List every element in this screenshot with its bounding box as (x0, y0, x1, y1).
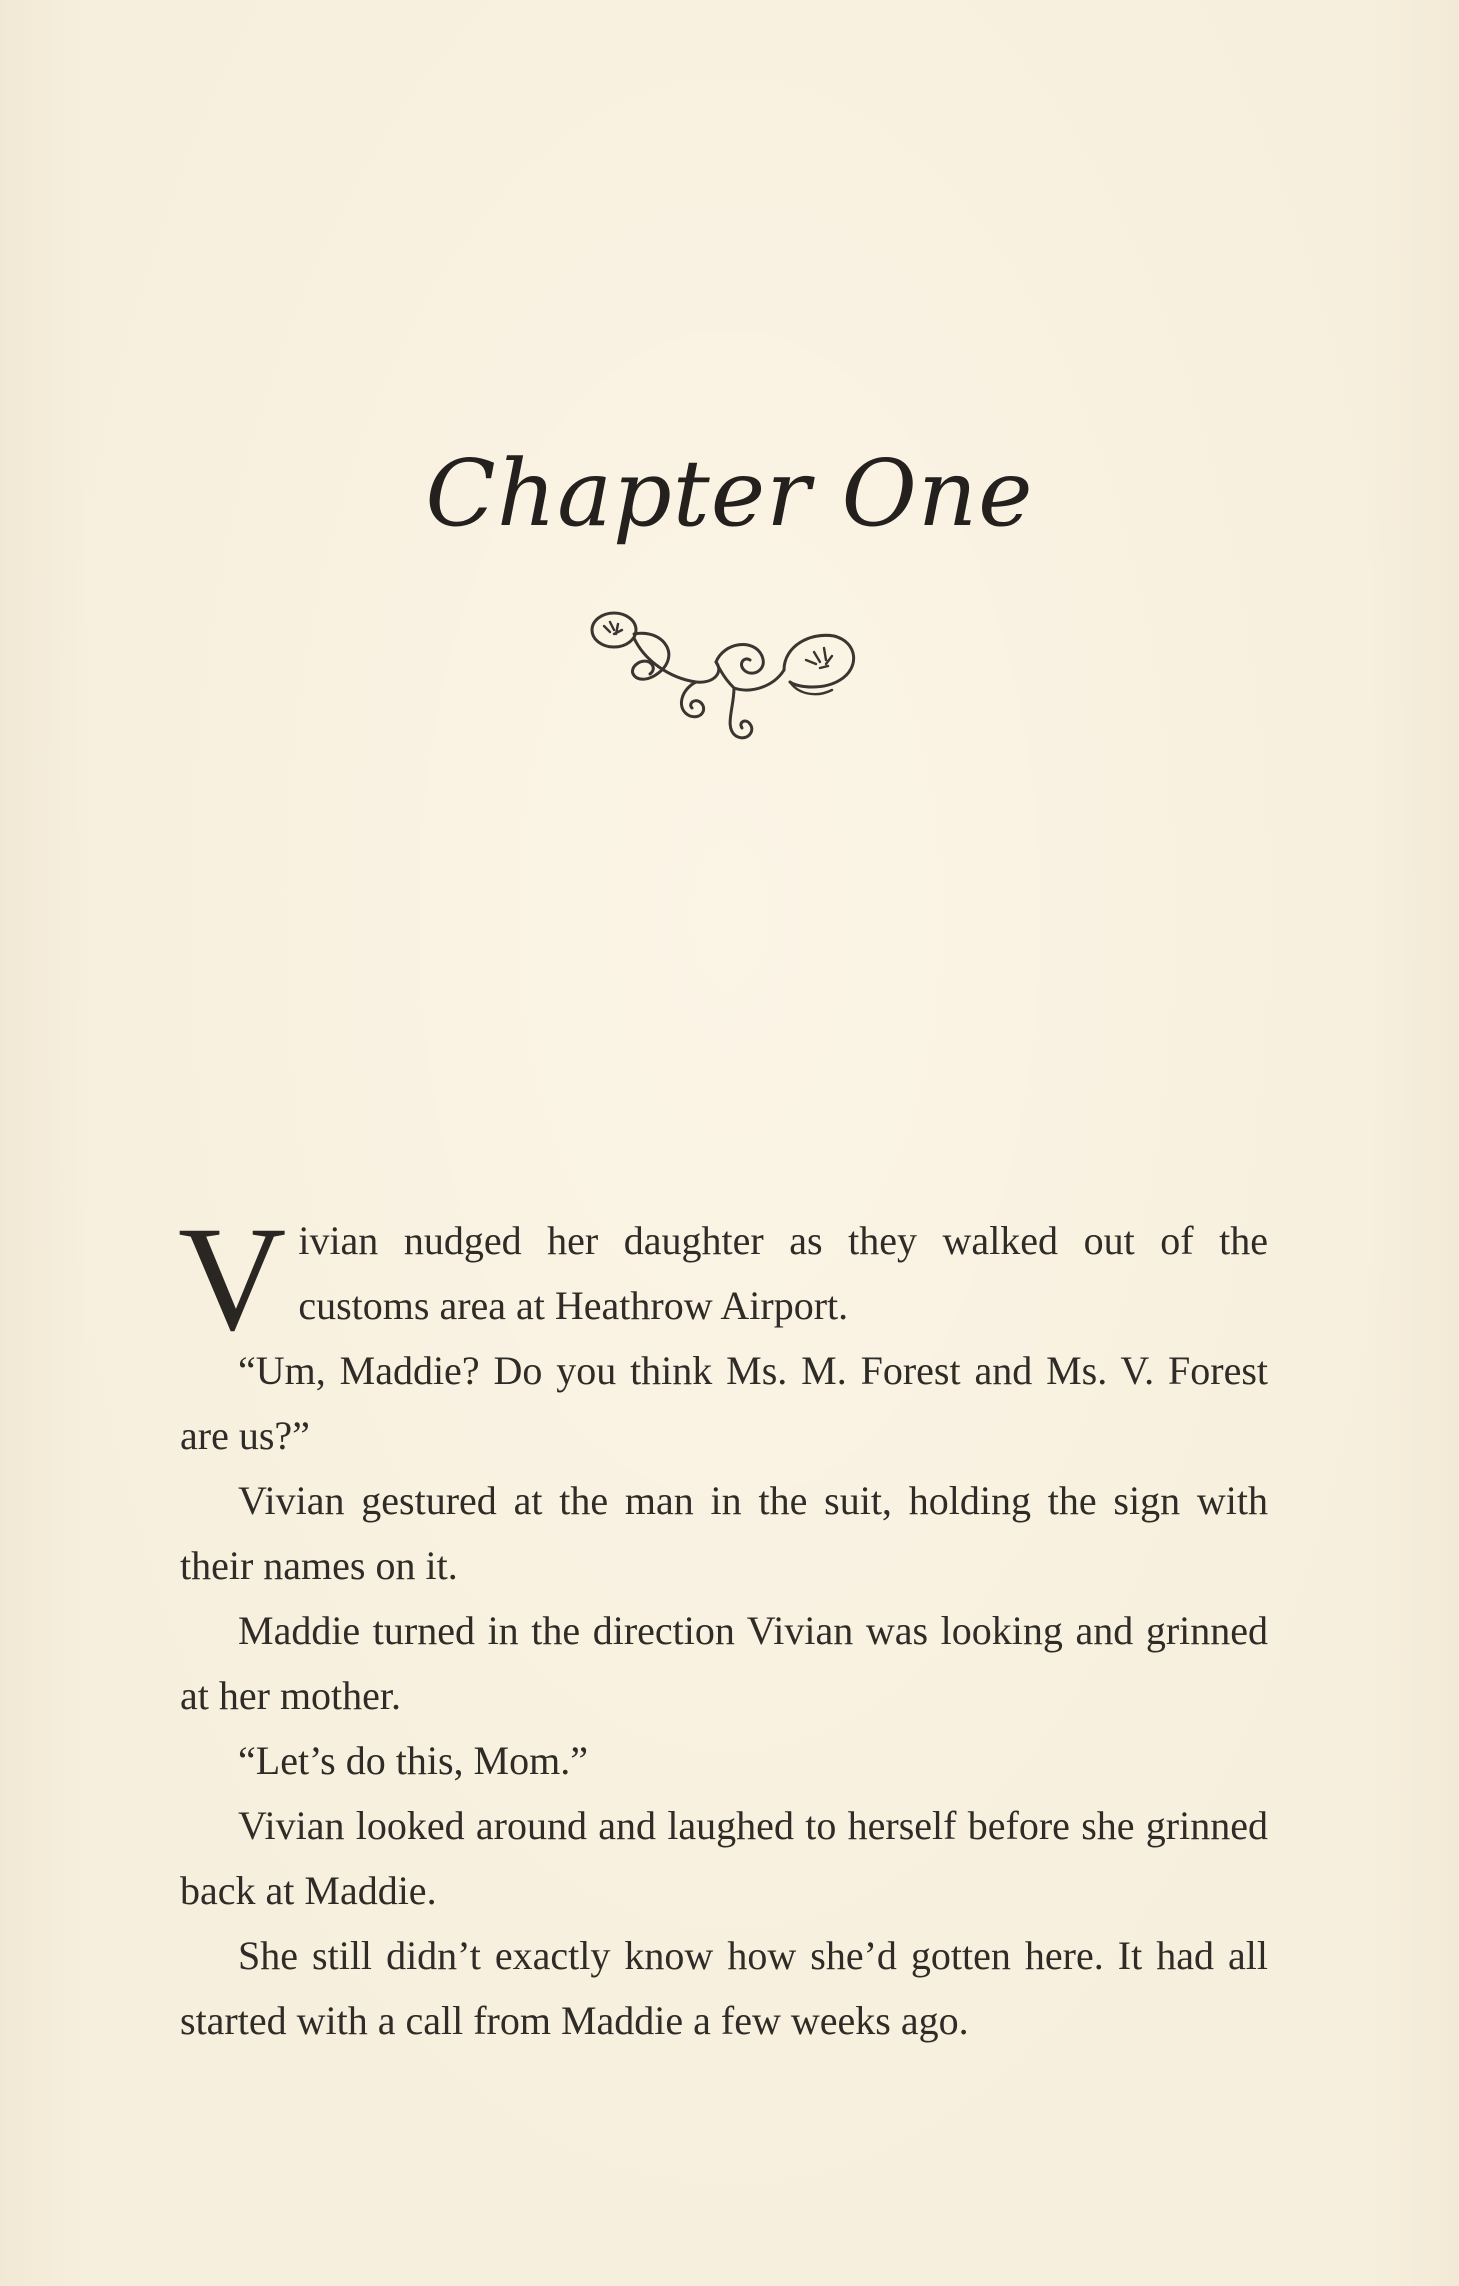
chapter-body (178, 1196, 1268, 2053)
paragraph-6: Vivian looked around and laughed to herself before she grinned back at Maddie. (180, 1803, 1268, 1913)
paragraph-7: She still didn’t exactly know how she’d gotten here. It had all started with a call from Maddie a few weeks ago. (180, 1933, 1268, 2043)
paragraph-4: Maddie turned in the direction Vivian was looking and grinned at her mother. (180, 1608, 1268, 1718)
drop-cap: V (178, 1196, 287, 1362)
paragraph-3: Vivian gestured at the man in the suit, holding the sign with their names on it. (180, 1478, 1268, 1588)
flourish-ornament-icon (584, 598, 864, 748)
paragraph-1-text: ivian nudged her daughter as they walked out of the customs area at Heathrow Airport. (298, 1218, 1268, 1328)
paragraph-2: “Um, Maddie? Do you think Ms. M. Forest and Ms. V. Forest are us?” (180, 1348, 1268, 1458)
paragraph-1 (178, 1196, 1268, 1362)
paragraph-5: “Let’s do this, Mom.” (238, 1738, 588, 1783)
chapter-title: Chapter One (425, 440, 1034, 547)
